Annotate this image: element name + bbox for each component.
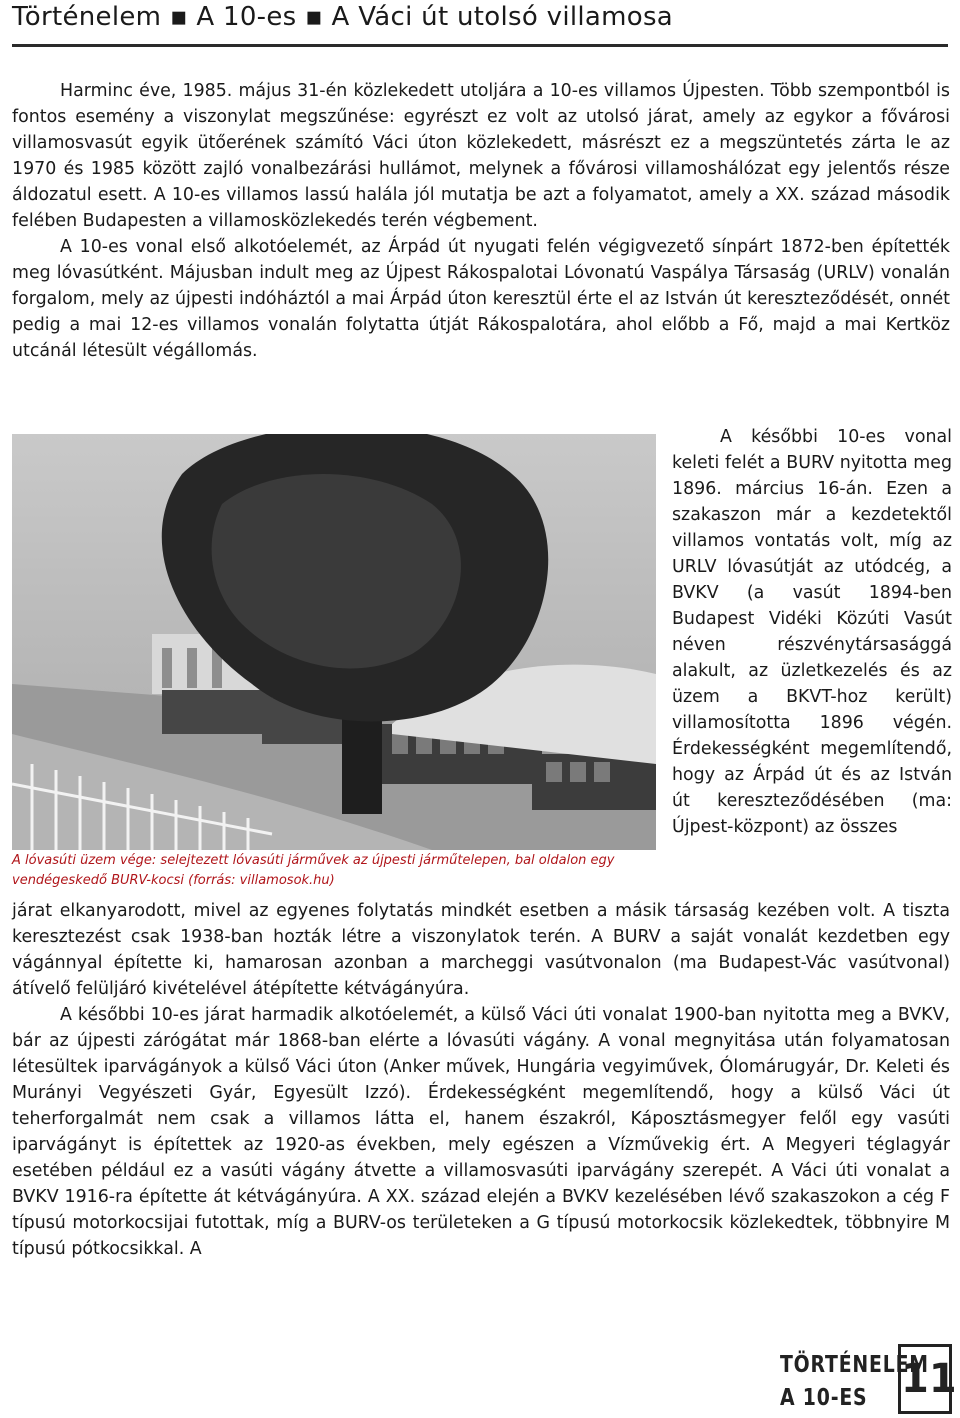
tram-depot-photo: [12, 434, 656, 850]
side-column-text: [672, 424, 952, 840]
lower-text: [12, 898, 950, 1262]
intro-text: [12, 78, 950, 364]
photo-caption: A lóvasúti üzem vége: selejtezett lóvasúti járművek az újpesti járműtelepen, bal oldalon egy vendégeskedő BURV-kocsi (forrás: villamosok.hu): [12, 853, 615, 888]
page-number: 11: [898, 1344, 952, 1414]
continued-paragraph: járat elkanyarodott, mivel az egyenes folytatás mindkét esetben a másik társaság kezében volt. A tiszta keresztezést csak 1938-ban hozták létre a viszonylatok terén. A BURV a saját vonalát kezdetben egy vágánnyal építette ki, hamarosan azonban a marcheggi vasútvonalon (ma Budapest-Vác vasútvonal) átívelő felüljáró kivételével átépítette kétvágányúra.: [12, 901, 950, 999]
page-header: [12, 0, 948, 47]
last-paragraph: A későbbi 10-es járat harmadik alkotóelemét, a külső Váci úti vonalat 1900-ban nyitotta meg a BVKV, bár az újpesti zárógátat már 1868-ban elérte a lóvasúti vágány. A vonal megnyitása után folyamatosan létesültek iparvágányok a külső Váci úton (Anker művek, Hungária vegyiművek, Ólomárugyár, Dr. Keleti és Murányi Vegyészeti Gyár, Egyesült Izzó). Érdekességként megemlítendő, hogy a külső Váci út teherforgalmát nem csak a villamos látta el, hanem északról, Káposztásmegyer felől egy vasúti iparvágányt is építettek az 1920-as években, mely egészen a Vízművekig ért. A Megyeri téglagyár esetében például ez a vasúti vágány átvette a villamosvasúti iparvágány szerepét. A Váci úti vonalat a BVKV 1916-ra építette át kétvágányúra. A XX. század elején a BVKV kezelésében lévő szakaszokon a cég F típusú motorkocsijai futottak, míg a BURV-os területeken a G típusú motorkocsik közlekedtek, többnyire M típusú pótkocsikkal. A: [12, 1005, 950, 1259]
intro-paragraph-1: Harminc éve, 1985. május 31-én közlekedett utoljára a 10-es villamos Újpesten. Több szempontból is fontos esemény a viszonylat megszűnése: egyrészt ez volt az utolsó járat, amely az egykor a fővárosi villamosvasút egyik ütőerének számító Váci úton közlekedett, másrészt ez a megszüntetés zárta le az 1970 és 1985 között zajló vonalbezárási hullámot, melynek a fővárosi villamoshálózat egy jelentős része áldozatul esett. A 10-es villamos lassú halála jól mutatja be azt a folyamatot, amely a XX. század második felében Budapesten a villamosközlekedés terén végbement.: [12, 81, 950, 231]
header-title: Történelem ▪ A 10-es ▪ A Váci út utolsó villamosa: [12, 2, 674, 32]
intro-paragraph-2: A 10-es vonal első alkotóelemét, az Árpád út nyugati felén végigvezető sínpárt 1872-ben építették meg lóvasútként. Májusban indult meg az Újpest Rákospalotai Lóvonatú Vaspálya Társaság (URLV) vonalán forgalom, mely az újpesti indóháztól a mai Árpád úton keresztül érte el az István út kereszteződését, onnét pedig a mai 12-es villamos vonalán folytatta útját Rákospalotára, ahol előbb a Fő, majd a mai Kertköz utcánál létesült végállomás.: [12, 237, 950, 361]
footer-section-label: TÖRTÉNELEM: [780, 1352, 929, 1378]
footer-subsection-label: A 10-ES: [780, 1385, 868, 1411]
side-paragraph: A későbbi 10-es vonal keleti felét a BURV nyitotta meg 1896. március 16-án. Ezen a szakaszon már a kezdetektől villamos vontatás volt, míg az URLV lóvasútját az utódcég, a BVKV (a vasút 1894-ben Budapest Vidéki Közúti Vasút néven részvénytársasággá alakult, az üzletkezelés és az üzem a BKVT-hoz került) villamosította 1896 végén. Érdekességként megemlítendő, hogy az Árpád út és az István út kereszteződésében (ma: Újpest-központ) az összes: [672, 427, 952, 837]
